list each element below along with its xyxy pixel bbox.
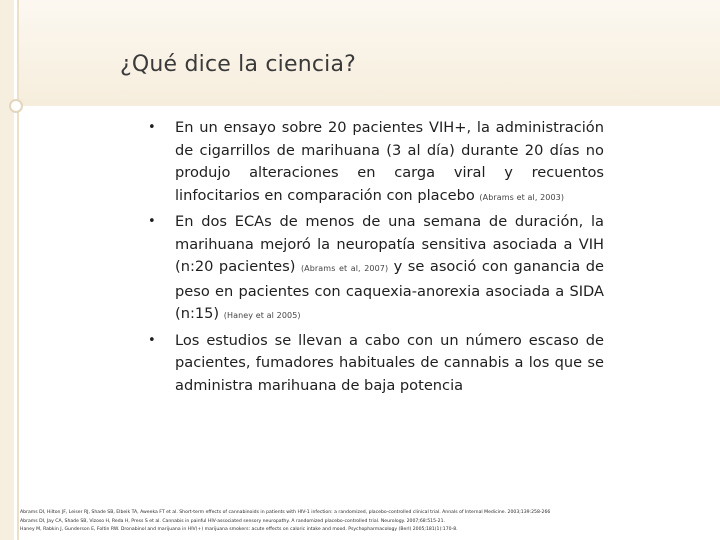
citation: (Abrams et al, 2007) — [300, 264, 389, 273]
circle-ornament-icon — [9, 99, 23, 113]
citation: (Abrams et al, 2003) — [479, 192, 565, 202]
left-decorative-band — [0, 0, 14, 540]
bullet-item-study-limitations — [148, 330, 604, 398]
reference-item: Abrams DI, Jay CA, Shade SB, Vizoso H, Reda H, Press S et al. Cannabis in painful HIV-associated sensory neuropathy. A randomized placebo-controlled trial. Neurology. 2007;68:515-21. — [20, 518, 445, 524]
bullet-list — [148, 117, 604, 399]
bullet-item-hiv-viral-load — [148, 117, 604, 209]
bullet-dot-icon: • — [148, 214, 156, 229]
bullet-text: Los estudios se llevan a cabo con un número escaso de pacientes, fumadores habituales de cannabis a los que se administra marihuana de baja potencia — [175, 331, 604, 394]
bullet-text: En un ensayo sobre 20 pacientes VIH+, la administración de cigarrillos de marihuana (3 al día) durante 20 días no produjo alteraciones en carga viral y recuentos linfocitarios en comparación con placebo — [175, 119, 604, 204]
slide-title: ¿Qué dice la ciencia? — [120, 52, 357, 77]
citation: (Haney et al 2005) — [223, 311, 301, 320]
bullet-item-neuropathy — [148, 211, 604, 328]
bullet-dot-icon: • — [148, 332, 156, 348]
reference-item: Abrams DI, Hilton JF, Leiser RJ, Shade SB, Elbeik TA, Aweeka FT et al. Short-term effects of cannabinoids in patients with HIV-1 infection: a randomized, placebo-controlled clinical trial. Annals of Internal Medicine. 2003;139:258-266 — [20, 510, 551, 515]
bullet-dot-icon: • — [148, 120, 156, 135]
bullet-text-continued: y se asoció con ganancia de peso en pacientes con caquexia-anorexia asociada a SIDA (n:15) — [175, 258, 604, 322]
reference-item: Haney M, Rabkin J, Gunderson E, Foltin RW. Dronabinol and marijuana in HIV(+) marijuana smokers: acute effects on caloric intake and mood. Psychopharmacology (Berl) 2005;181(1):170-8. — [20, 527, 458, 532]
references — [20, 509, 640, 535]
bullet-text: En dos ECAs de menos de una semana de duración, la marihuana mejoró la neuropatía sensitiva asociada a VIH (n:20 pacientes) — [175, 213, 604, 275]
